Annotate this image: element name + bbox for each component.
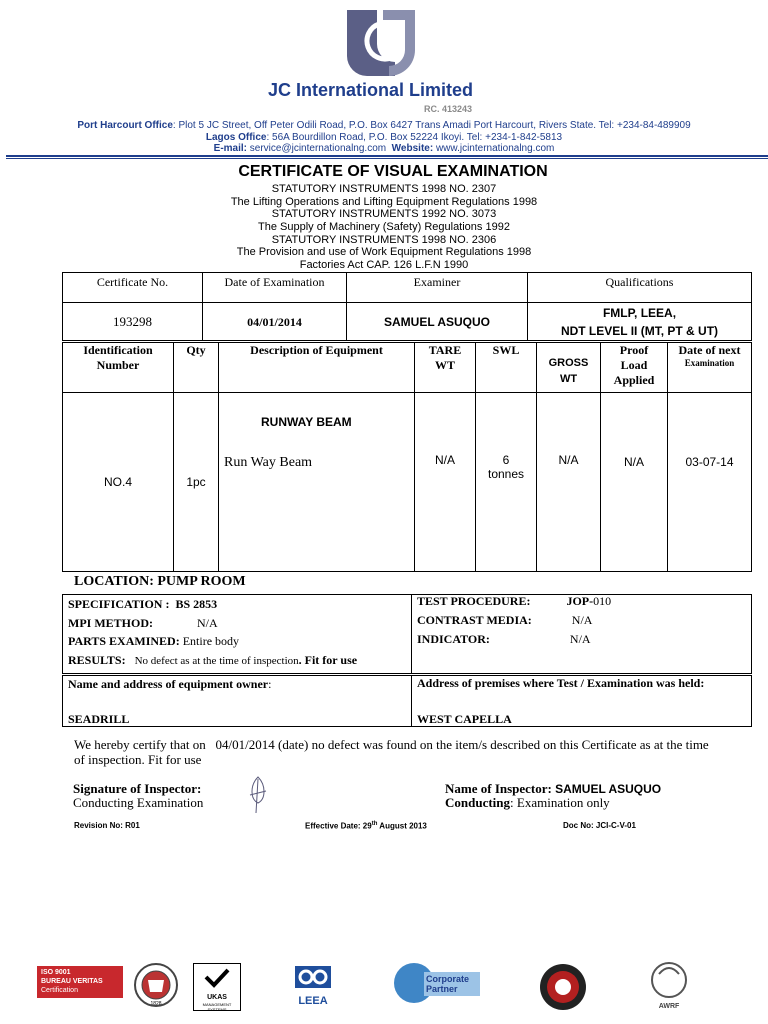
inspector-name-block: Name of Inspector: SAMUEL ASUQUO Conducting: Examination only [445, 781, 662, 810]
premises-value: WEST CAPELLA [417, 712, 512, 726]
indicator-row: INDICATOR: N/A [417, 632, 591, 646]
specification-row: SPECIFICATION : BS 2853 [68, 597, 218, 611]
company-name: JC International Limited [268, 80, 474, 100]
certify-statement: We hereby certify that on 04/01/2014 (date) no defect was found on the item/s described on this Certificate as at the time of inspection. Fit for use [74, 737, 709, 767]
email-link[interactable]: service@jcinternationalng.com [249, 143, 387, 154]
header-qualifications: Qualifications [605, 275, 674, 289]
equipment-description: Run Way Beam [224, 455, 313, 470]
signature-sub: Conducting Examination [73, 795, 204, 810]
examination-date: 04/01/2014 [247, 314, 302, 329]
signature-block [73, 782, 203, 810]
header-next-exam-sub: Examination [684, 358, 735, 368]
parts-value: Entire body [182, 634, 240, 648]
examiner-name: SAMUEL ASUQUO [383, 314, 490, 329]
premises-label: Address of premises where Test / Examination was held: [417, 676, 705, 690]
doc-no: Doc No: JCI-C-V-01 [563, 821, 636, 830]
tare-weight: N/A [434, 453, 455, 467]
next-exam-date: 03-07-14 [685, 455, 734, 469]
revision-no: Revision No: R01 [74, 821, 140, 830]
results-row: RESULTS: No defect as at the time of inspection. Fit for use [68, 653, 358, 667]
owner-value: SEADRILL [68, 712, 130, 726]
ndt-seal-logo [538, 962, 588, 1012]
header-date: Date of Examination [224, 275, 325, 289]
statute-6: The Provision and use of Work Equipment Regulations 1998 [236, 246, 532, 258]
swl-unit: tonnes [487, 467, 525, 481]
bureau-veritas-seal [122, 962, 192, 1008]
certificate-title: CERTIFICATE OF VISUAL EXAMINATION [238, 163, 548, 180]
statute-2: The Lifting Operations and Lifting Equipment Regulations 1998 [230, 196, 538, 208]
header-identification: Identification Number [83, 343, 153, 372]
statute-7: Factories Act CAP. 126 L.F.N 1990 [299, 259, 469, 271]
statute-4: The Supply of Machinery (Safety) Regulations 1992 [258, 221, 510, 233]
header-tare: TARE WT [428, 343, 462, 372]
website-link[interactable]: www.jcinternationalng.com [435, 143, 555, 154]
inspector-signature [244, 773, 274, 822]
header-gross: GROSS WT [548, 356, 589, 385]
header-examiner: Examiner [413, 275, 461, 289]
qualification-line-2: NDT LEVEL II (MT, PT & UT) [560, 323, 719, 338]
rc-number: RC. 413243 [424, 104, 473, 114]
results-value: No defect as at the time of inspection [134, 655, 299, 667]
equipment-table [62, 342, 752, 572]
ukas-logo: UKAS MANAGEMENT SYSTEMS [193, 963, 241, 1011]
company-logo [347, 10, 415, 76]
specification-value: BS 2853 [175, 597, 218, 611]
header-proof-load: Proof Load Applied [613, 343, 655, 387]
qualification-line-1: FMLP, LEEA, [602, 305, 677, 320]
specification-box [62, 594, 752, 674]
header-qty: Qty [186, 343, 206, 357]
corporate-partner-logo: Corporate Partner [392, 960, 482, 1006]
header-swl: SWL [492, 343, 520, 357]
quantity: 1pc [186, 475, 206, 489]
identification-number: NO.4 [103, 475, 132, 489]
port-harcourt-address: Port Harcourt Office: Plot 5 JC Street, Off Peter Odili Road, P.O. Box 6427 Trans Amadi Port Harcourt, Rivers State. Tel: +234-84-489909 [77, 120, 691, 131]
location: LOCATION: PUMP ROOM [74, 574, 246, 589]
equipment-title: RUNWAY BEAM [261, 415, 352, 429]
statute-1: STATUTORY INSTRUMENTS 1998 NO. 2307 [271, 183, 497, 195]
awrf-logo: AWRF [648, 958, 690, 1012]
header-description: Description of Equipment [250, 343, 383, 357]
gross-weight: N/A [558, 453, 579, 467]
contrast-row: CONTRAST MEDIA: N/A [417, 613, 593, 627]
owner-box [62, 675, 752, 727]
test-procedure-row: TEST PROCEDURE: JOP-010 [417, 594, 612, 608]
mpi-value: N/A [197, 616, 218, 630]
statute-3: STATUTORY INSTRUMENTS 1992 NO. 3073 [271, 208, 497, 220]
proof-load: N/A [623, 455, 644, 469]
header-divider [6, 155, 768, 157]
swl-value: 6 [502, 453, 510, 467]
header-next-exam: Date of next [678, 343, 741, 357]
lagos-address: Lagos Office: 56A Bourdillon Road, P.O. Box 52224 Ikoyi. Tel: +234-1-842-5813 [205, 132, 563, 143]
certificate-no: 193298 [113, 313, 152, 329]
svg-text:1828: 1828 [150, 1001, 162, 1007]
owner-label: Name and address of equipment owner: [68, 677, 272, 691]
indicator-value: N/A [569, 632, 591, 646]
test-procedure-value: JOP- [566, 594, 594, 608]
signature-label: Signature of Inspector: [73, 781, 202, 796]
leea-logo: LEEA [291, 964, 335, 1006]
mpi-row: MPI METHOD: N/A [68, 616, 218, 630]
statute-5: STATUTORY INSTRUMENTS 1998 NO. 2306 [271, 234, 497, 246]
effective-date: Effective Date: 29th August 2013 [305, 821, 427, 831]
certificate-table [62, 272, 752, 341]
iso-9001-logo: ISO 9001 BUREAU VERITAS Certification [37, 966, 123, 998]
contrast-value: N/A [571, 613, 593, 627]
parts-row: PARTS EXAMINED: Entire body [68, 634, 240, 648]
certify-date: 04/01/2014 [215, 737, 275, 752]
inspector-name: SAMUEL ASUQUO [555, 782, 662, 796]
header-certificate-no: Certificate No. [96, 275, 169, 289]
contact-line: E-mail: service@jcinternationalng.com Website: www.jcinternationalng.com [213, 143, 555, 154]
